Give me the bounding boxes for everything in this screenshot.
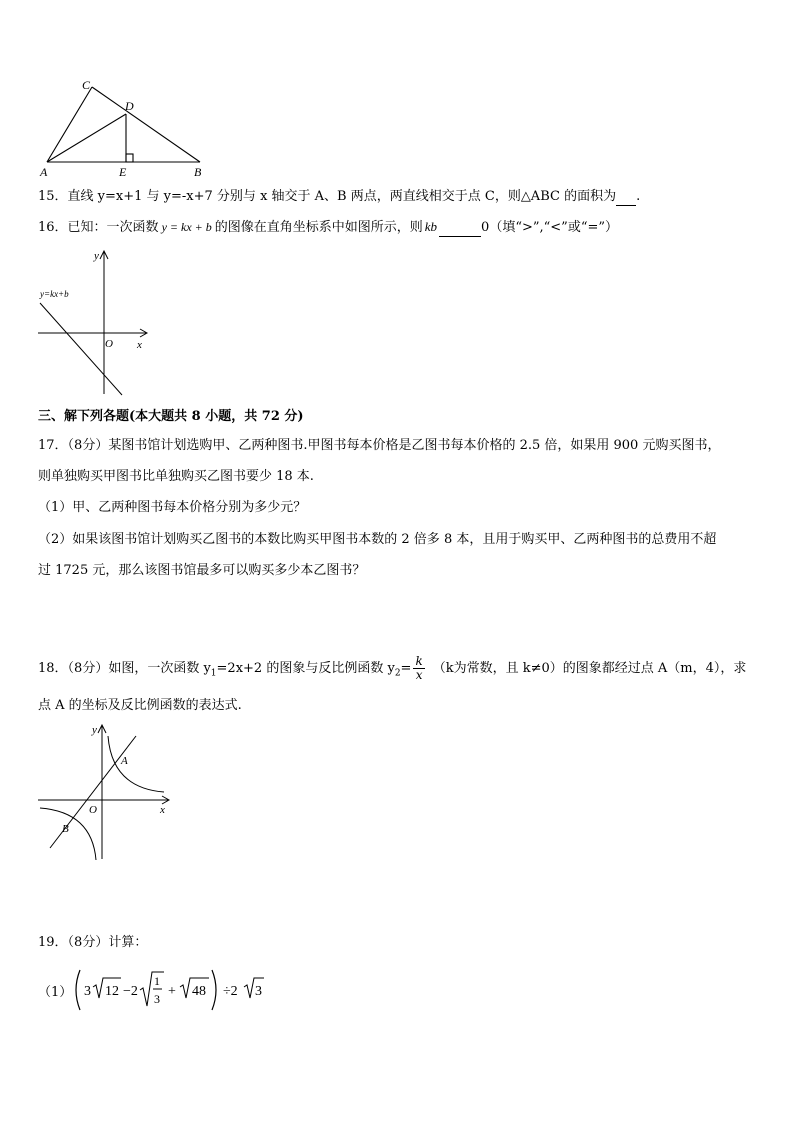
question-17-part-1: （1）甲、乙两种图书每本价格分别为多少元？ xyxy=(38,500,307,515)
section-heading: 三、解下列各题(本大题共 8 小题，共 72 分) xyxy=(38,409,304,424)
coef-3: 3 xyxy=(84,984,91,999)
radicand-12: 12 xyxy=(105,984,119,999)
linear-function-graph xyxy=(36,246,156,396)
q15-text: 直线 y=x+1 与 y=-x+7 分别与 x 轴交于 A、B 两点，两直线相交于点 C，则△ABC 的面积为 xyxy=(67,189,617,204)
q18-fraction xyxy=(413,655,424,682)
vertex-b-label: B xyxy=(194,165,202,179)
q18-text-1: 18．（8分）如图，一次函数 y xyxy=(38,661,211,676)
x-axis-label: x xyxy=(137,339,142,351)
fraction-three: 3 xyxy=(154,992,160,1006)
question-17-line-2: 则单独购买甲图书比单独购买乙图书要少 18 本. xyxy=(38,469,314,484)
q19-expression xyxy=(72,968,302,1012)
q19-part-1-label: （1） xyxy=(38,985,73,1000)
question-17-part-2-cont: 过 1725 元，那么该图书馆最多可以购买多少本乙图书？ xyxy=(38,563,366,578)
q18-text-2: =2x+2 的图象与反比例函数 y xyxy=(216,661,395,676)
line-label: y=kx+b xyxy=(40,289,69,299)
q15-period: . xyxy=(636,189,641,204)
x-axis-label: x xyxy=(160,804,165,816)
q15-number: 15． xyxy=(38,189,68,204)
q16-text-3: 0（填“>”,“<”或“=”） xyxy=(481,220,619,235)
y-axis-label: y xyxy=(92,724,97,736)
point-b-label: B xyxy=(62,823,69,835)
divide-2: ÷2 xyxy=(223,984,238,999)
question-19-part-1 xyxy=(38,968,438,1012)
q16-number: 16． xyxy=(38,220,68,235)
q18-text-3: （k为常数，且 k≠0）的图象都经过点 A（m，4），求 xyxy=(432,661,747,676)
q18-sub-1: 1 xyxy=(210,668,217,679)
minus-2: −2 xyxy=(123,984,138,999)
fraction-one: 1 xyxy=(154,974,160,988)
origin-label: O xyxy=(89,804,97,816)
fraction-denominator: x xyxy=(415,668,423,682)
question-18-line-1 xyxy=(38,655,746,687)
q15-answer-blank[interactable] xyxy=(616,205,636,206)
q16-text-2: 的图像在直角坐标系中如图所示，则 xyxy=(214,220,423,235)
question-16 xyxy=(38,218,618,237)
triangle-figure xyxy=(38,76,218,180)
q16-answer-blank[interactable] xyxy=(439,236,481,237)
q16-kb: kb xyxy=(424,219,438,234)
q18-eq: = xyxy=(400,661,412,676)
origin-label: O xyxy=(105,338,113,350)
q18-sub-2: 2 xyxy=(394,668,401,679)
question-17-part-2: （2）如果该图书馆计划购买乙图书的本数比购买甲图书本数的 2 倍多 8 本，且用于购买甲、乙两种图书的总费用不超 xyxy=(38,532,717,547)
vertex-a-label: A xyxy=(40,165,48,179)
radicand-48: 48 xyxy=(192,984,206,999)
vertex-c-label: C xyxy=(82,78,91,92)
q16-text-1: 已知：一次函数 xyxy=(67,220,159,235)
vertex-e-label: E xyxy=(119,165,127,179)
fraction-numerator: k xyxy=(415,654,423,668)
question-18-line-2: 点 A 的坐标及反比例函数的表达式. xyxy=(38,698,242,713)
vertex-d-label: D xyxy=(125,99,134,113)
y-axis-label: y xyxy=(94,250,99,262)
plus-sign: + xyxy=(168,984,176,999)
question-19-heading: 19．（8分）计算： xyxy=(38,935,148,950)
q16-formula: y = kx + b xyxy=(161,220,212,234)
point-a-label: A xyxy=(121,755,128,767)
question-15 xyxy=(38,188,640,206)
question-17-line-1: 17．（8分）某图书馆计划选购甲、乙两种图书.甲图书每本价格是乙图书每本价格的 2.5 倍，如果用 900 元购买图书， xyxy=(38,438,721,453)
radicand-3: 3 xyxy=(255,984,262,999)
function-graph-figure xyxy=(36,720,176,862)
